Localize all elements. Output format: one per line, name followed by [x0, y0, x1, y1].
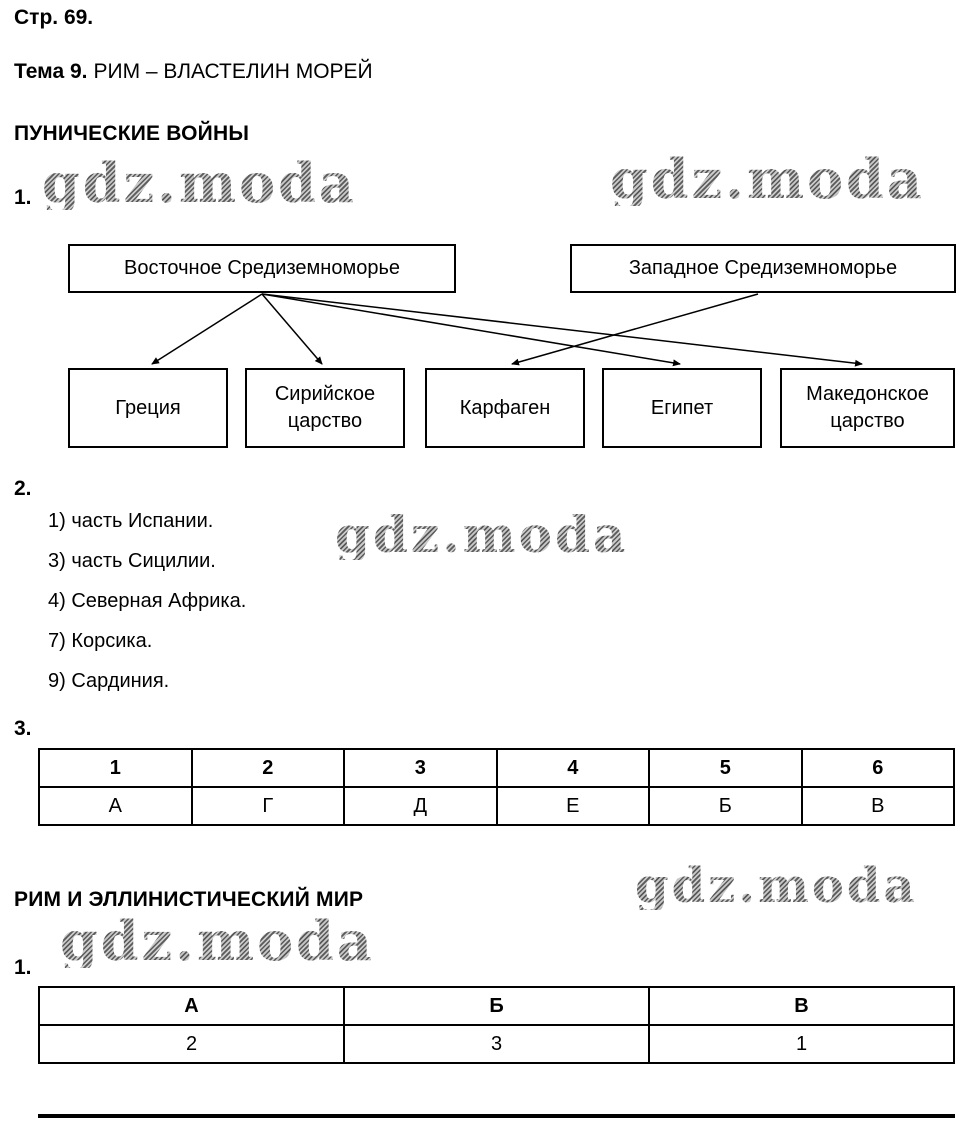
- table-value-cell: 2: [39, 1025, 344, 1063]
- table-value-cell: Г: [192, 787, 345, 825]
- arrow-east-to-egypt: [262, 294, 680, 364]
- table-header-cell: 2: [192, 749, 345, 787]
- section-rome-hellenistic-title: РИМ И ЭЛЛИНИСТИЧЕСКИЙ МИР: [14, 888, 364, 911]
- cropped-table-edge: [38, 1114, 955, 1118]
- table-header-cell: 1: [39, 749, 192, 787]
- section2-task1-answer-table: [38, 986, 955, 1064]
- section-punic-wars-title: ПУНИЧЕСКИЕ ВОЙНЫ: [14, 122, 250, 145]
- table-header-cell: Б: [344, 987, 649, 1025]
- section2-task1-number: 1.: [14, 956, 32, 979]
- table-value-cell: Д: [344, 787, 497, 825]
- table-value-row: [39, 1025, 954, 1063]
- theme-number: Тема 9.: [14, 60, 88, 83]
- task2-answer-item: 3) часть Сицилии.: [48, 550, 216, 572]
- diagram-box-eastern-mediterranean: Восточное Средиземноморье: [68, 244, 456, 293]
- table-value-row: [39, 787, 954, 825]
- table-value-cell: 1: [649, 1025, 954, 1063]
- watermark-gdz-moda: gdz.moda: [635, 858, 918, 914]
- table-header-cell: В: [649, 987, 954, 1025]
- diagram-box-western-mediterranean: Западное Средиземноморье: [570, 244, 956, 293]
- table-header-cell: 4: [497, 749, 650, 787]
- watermark-gdz-moda: gdz.moda: [60, 909, 375, 973]
- watermark-gdz-moda: gdz.moda: [610, 147, 925, 211]
- theme-heading: [14, 60, 373, 84]
- arrow-east-to-macedon: [262, 294, 862, 364]
- diagram-box-greece: Греция: [68, 368, 228, 448]
- task3-number: 3.: [14, 717, 32, 740]
- table-header-row: [39, 987, 954, 1025]
- watermark-gdz-moda: gdz.moda: [42, 151, 357, 215]
- watermark-gdz-moda: gdz.moda: [335, 505, 629, 564]
- diagram-box-carthage: Карфаген: [425, 368, 585, 448]
- arrow-east-to-greece: [152, 294, 262, 364]
- theme-title: РИМ – ВЛАСТЕЛИН МОРЕЙ: [93, 60, 373, 83]
- diagram-box-syrian-kingdom: Сирийское царство: [245, 368, 405, 448]
- table-header-cell: А: [39, 987, 344, 1025]
- task2-answer-item: 4) Северная Африка.: [48, 590, 247, 612]
- task1-number: 1.: [14, 186, 32, 209]
- table-value-cell: Е: [497, 787, 650, 825]
- arrow-east-to-syria: [262, 294, 322, 364]
- diagram-box-macedonian-kingdom: Македонское царство: [780, 368, 955, 448]
- diagram-arrows: [0, 292, 964, 370]
- arrow-west-to-carthage: [512, 294, 758, 364]
- table-header-cell: 3: [344, 749, 497, 787]
- page-number-label: Стр. 69.: [14, 6, 94, 29]
- table-value-cell: А: [39, 787, 192, 825]
- table-header-cell: 5: [649, 749, 802, 787]
- diagram-box-egypt: Египет: [602, 368, 762, 448]
- task2-number: 2.: [14, 477, 32, 500]
- table-header-cell: 6: [802, 749, 955, 787]
- table-value-cell: В: [802, 787, 955, 825]
- table-header-row: [39, 749, 954, 787]
- table-value-cell: 3: [344, 1025, 649, 1063]
- task3-answer-table: [38, 748, 955, 826]
- task2-answer-item: 7) Корсика.: [48, 630, 153, 652]
- table-value-cell: Б: [649, 787, 802, 825]
- task2-answer-item: 9) Сардиния.: [48, 670, 170, 692]
- task2-answer-item: 1) часть Испании.: [48, 510, 214, 532]
